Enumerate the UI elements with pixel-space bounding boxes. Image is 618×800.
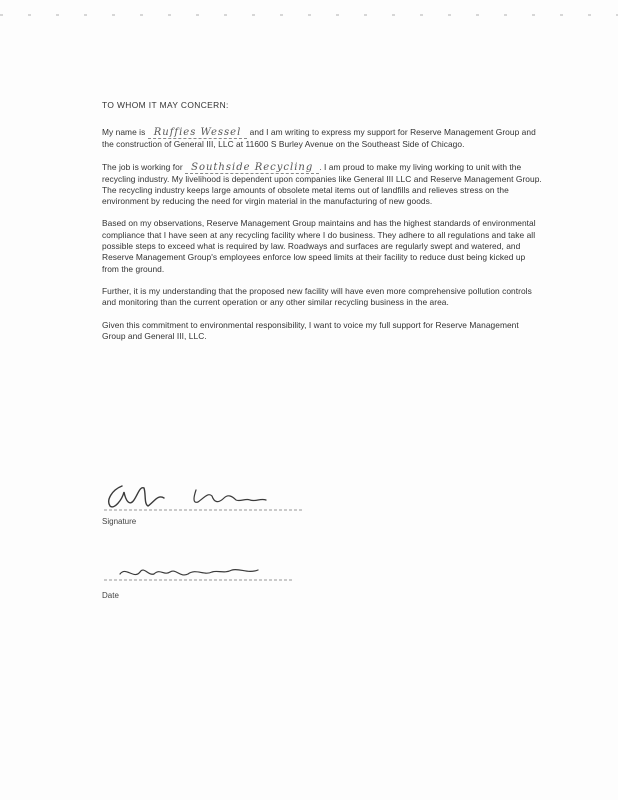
signature-label: Signature <box>102 517 137 526</box>
paragraph-employment <box>102 162 542 208</box>
intro-post-text: and I am writing to express my support for Reserve Management Group and the construction of General III, LLC at 11600 S Burley Avenue on the Southeast Side of Chicago. <box>102 127 536 150</box>
paragraph-understanding: Further, it is my understanding that the proposed new facility will have even more comprehensive pollution controls and monitoring than the current operation or any other similar recycling business in the area. <box>102 285 532 308</box>
date-label: Date <box>102 591 119 600</box>
date-block <box>100 550 310 600</box>
paragraph-observations: Based on my observations, Reserve Management Group maintains and has the highest standards of environmental compliance that I have seen at any recycling facility where I do business. They adhere to all regulations and take all possible steps to exceed what is required by law. Roadways and surfaces are regularly swept and watered, and Reserve Management Group's employees enforce low speed limits at their facility to reduce dust being kicked up from the ground. <box>102 218 536 274</box>
handwritten-date <box>100 550 310 590</box>
handwritten-name: Ruffies Wessel <box>148 128 248 139</box>
letter-body <box>102 100 542 353</box>
scan-artifact-line <box>0 14 618 16</box>
paragraph-intro <box>102 127 542 150</box>
salutation: TO WHOM IT MAY CONCERN: <box>102 100 229 110</box>
paragraph-support: Given this commitment to environmental responsibility, I want to voice my full support for Reserve Management Group and General III, LLC. <box>102 319 519 341</box>
handwritten-employer: Southside Recycling <box>185 163 319 174</box>
signature-block <box>100 476 310 526</box>
employment-post-text: . I am proud to make my living working to unit with the recycling industry. My livelihood is dependent upon companies like General III LLC and Reserve Management Group. The recycling industry keeps large amounts of obsolete metal items out of landfills and relieves stress on the environment by reducing the need for virgin material in the manufacturing of new goods. <box>102 161 542 207</box>
employment-pre-text: The job is working for <box>102 161 183 172</box>
intro-pre-text: My name is <box>102 127 146 138</box>
handwritten-signature <box>100 476 310 516</box>
